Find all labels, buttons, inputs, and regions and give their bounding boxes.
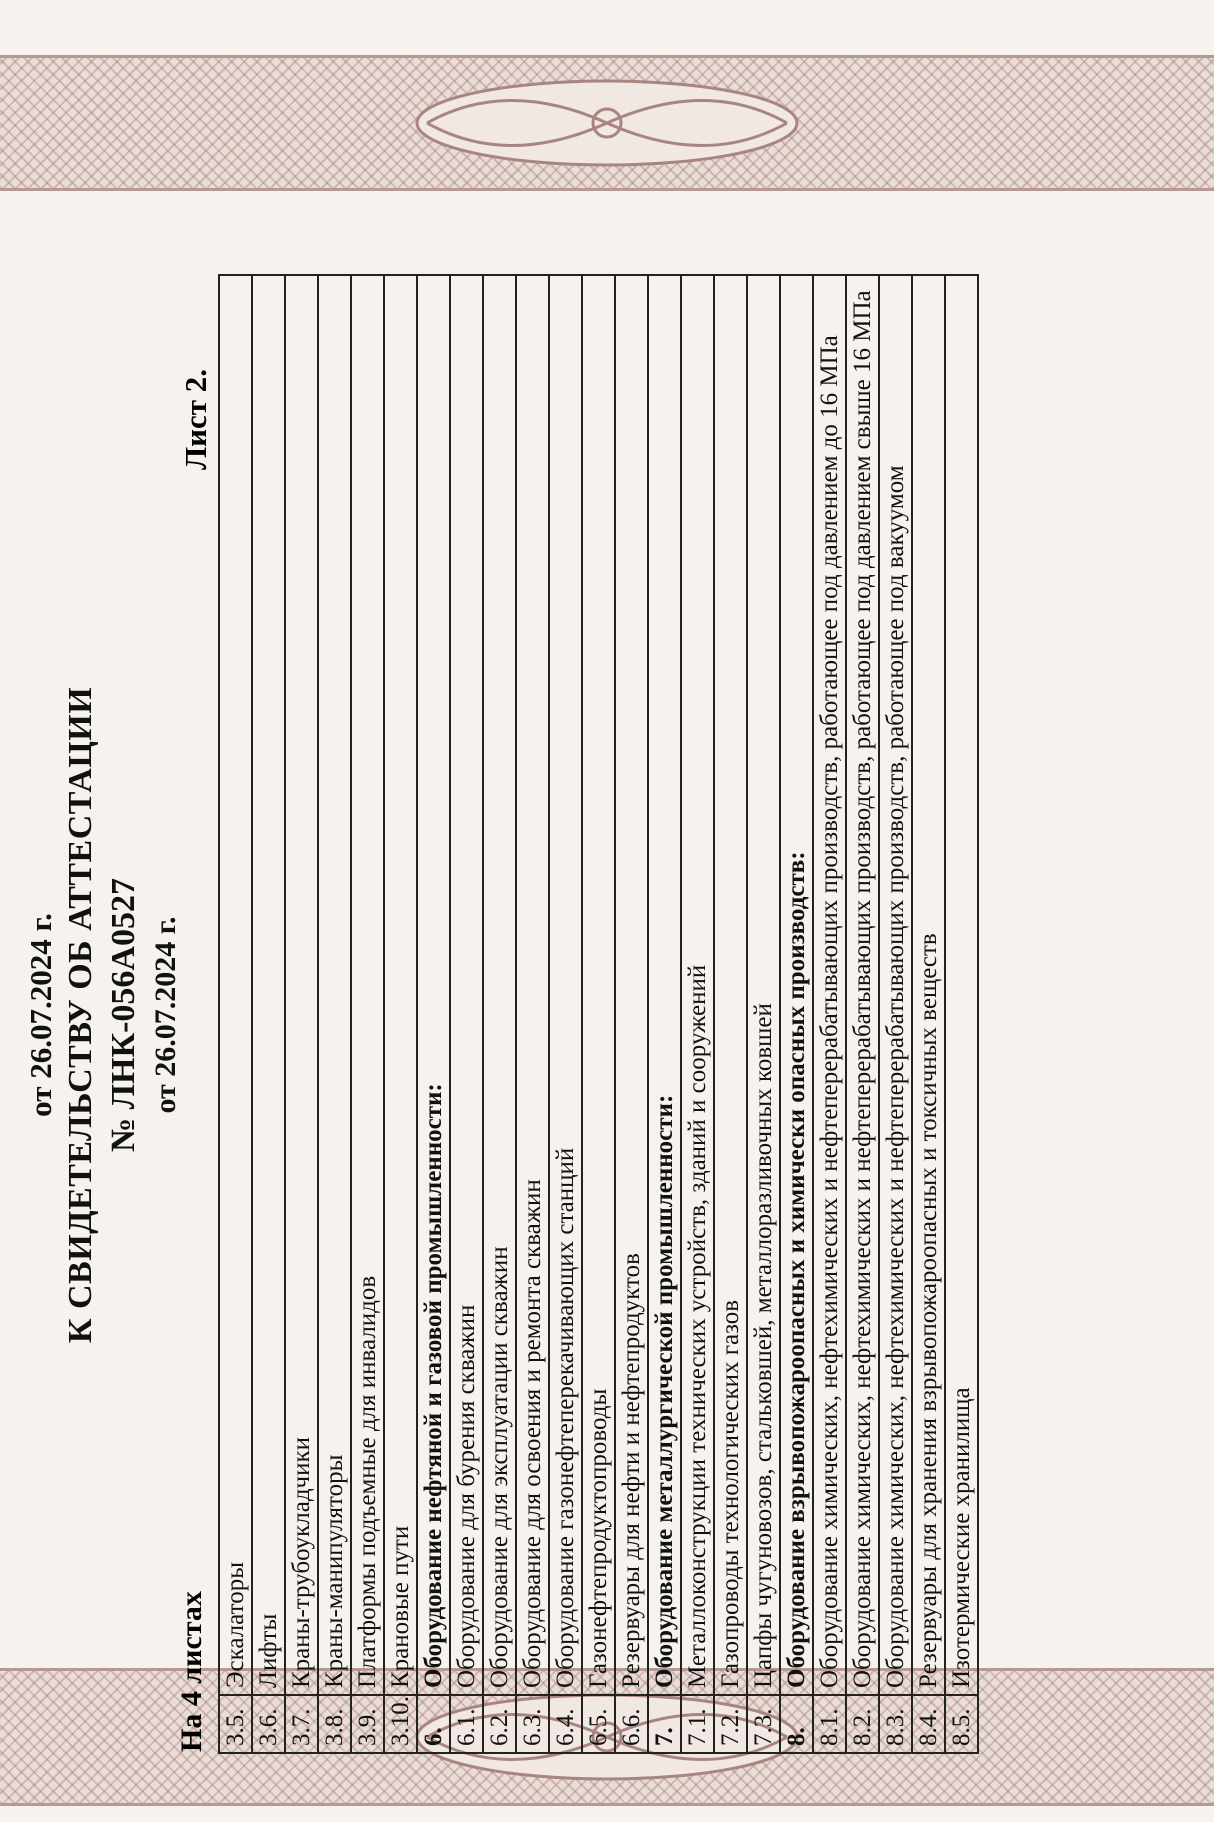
header-date-bottom: от 26.07.2024 г. — [149, 916, 182, 1114]
row-number: 6.6. — [615, 1695, 648, 1753]
row-text: Эскалаторы — [219, 275, 252, 1695]
table-row — [681, 275, 714, 1753]
table-row — [582, 275, 615, 1753]
row-number: 8. — [780, 1695, 813, 1753]
row-number: 8.3. — [879, 1695, 912, 1753]
row-text: Оборудование химических, нефтехимических и нефтеперерабатывающих производств, работающее под давлением свыше 16 МПа — [846, 275, 879, 1695]
row-number: 6.1. — [450, 1695, 483, 1753]
row-number: 8.2. — [846, 1695, 879, 1753]
section-row — [648, 275, 681, 1753]
table-row — [285, 275, 318, 1753]
row-number: 6.5. — [582, 1695, 615, 1753]
row-number: 8.1. — [813, 1695, 846, 1753]
row-text: Платформы подъемные для инвалидов — [351, 275, 384, 1695]
table-row — [714, 275, 747, 1753]
row-number: 8.5. — [945, 1695, 978, 1753]
row-text: Крановые пути — [384, 275, 417, 1695]
certificate-number: № ЛНК-056А0527 — [105, 878, 142, 1152]
row-number: 7.2. — [714, 1695, 747, 1753]
row-number: 6.4. — [549, 1695, 582, 1753]
row-number: 3.8. — [318, 1695, 351, 1753]
row-text: Оборудование взрывопожароопасных и химически опасных производств: — [780, 275, 813, 1695]
certificate-title: К СВИДЕТЕЛЬСТВУ ОБ АТТЕСТАЦИИ — [62, 686, 99, 1344]
table-row — [351, 275, 384, 1753]
table-row — [318, 275, 351, 1753]
row-text: Оборудование металлургической промышленности: — [648, 275, 681, 1695]
row-text: Оборудование химических, нефтехимических и нефтеперерабатывающих производств, работающее под вакуумом — [879, 275, 912, 1695]
row-text: Краны-манипуляторы — [318, 275, 351, 1695]
table-row — [879, 275, 912, 1753]
row-number: 7.1. — [681, 1695, 714, 1753]
table-row — [516, 275, 549, 1753]
row-text: Газонефтепродуктопроводы — [582, 275, 615, 1695]
row-text: Резервуары для хранения взрывопожароопасных и токсичных веществ — [912, 275, 945, 1695]
row-number: 3.10. — [384, 1695, 417, 1753]
row-text: Резервуары для нефти и нефтепродуктов — [615, 275, 648, 1695]
row-number: 3.6. — [252, 1695, 285, 1753]
row-text: Оборудование для бурения скважин — [450, 275, 483, 1695]
row-number: 6.2. — [483, 1695, 516, 1753]
table-row — [747, 275, 780, 1753]
sheets-count: На 4 листах — [175, 1591, 208, 1752]
row-number: 3.5. — [219, 1695, 252, 1753]
row-number: 7.3. — [747, 1695, 780, 1753]
row-number: 7. — [648, 1695, 681, 1753]
row-text: Краны-трубоукладчики — [285, 275, 318, 1695]
table-row — [912, 275, 945, 1753]
row-text: Цапфы чугуновозов, стальковшей, металлоразливочных ковшей — [747, 275, 780, 1695]
row-text: Оборудование для эксплуатации скважин — [483, 275, 516, 1695]
table-row — [450, 275, 483, 1753]
table-row — [813, 275, 846, 1753]
section-row — [780, 275, 813, 1753]
row-text: Оборудование для освоения и ремонта скважин — [516, 275, 549, 1695]
table-row — [483, 275, 516, 1753]
top-decorative-border — [0, 55, 1214, 191]
row-text: Лифты — [252, 275, 285, 1695]
table-row — [384, 275, 417, 1753]
header-date-top: от 26.07.2024 г. — [23, 913, 58, 1117]
sheet-number: Лист 2. — [178, 369, 213, 470]
row-text: Изотермические хранилища — [945, 275, 978, 1695]
row-text: Оборудование химических, нефтехимических и нефтеперерабатывающих производств, работающее под давлением до 16 МПа — [813, 275, 846, 1695]
row-number: 6.3. — [516, 1695, 549, 1753]
row-text: Газопроводы технологических газов — [714, 275, 747, 1695]
section-row — [417, 275, 450, 1753]
row-text: Оборудование нефтяной и газовой промышленности: — [417, 275, 450, 1695]
table-row — [219, 275, 252, 1753]
table-row — [549, 275, 582, 1753]
row-number: 8.4. — [912, 1695, 945, 1753]
table-row — [252, 275, 285, 1753]
equipment-table — [218, 274, 979, 1754]
row-text: Оборудование газонефтеперекачивающих станций — [549, 275, 582, 1695]
row-number: 3.7. — [285, 1695, 318, 1753]
table-row — [615, 275, 648, 1753]
row-text: Металлоконструкции технических устройств, зданий и сооружений — [681, 275, 714, 1695]
ornament-top — [407, 73, 807, 173]
table-row — [945, 275, 978, 1753]
row-number: 3.9. — [351, 1695, 384, 1753]
row-number: 6. — [417, 1695, 450, 1753]
rotated-document — [0, 240, 1214, 1790]
table-row — [846, 275, 879, 1753]
